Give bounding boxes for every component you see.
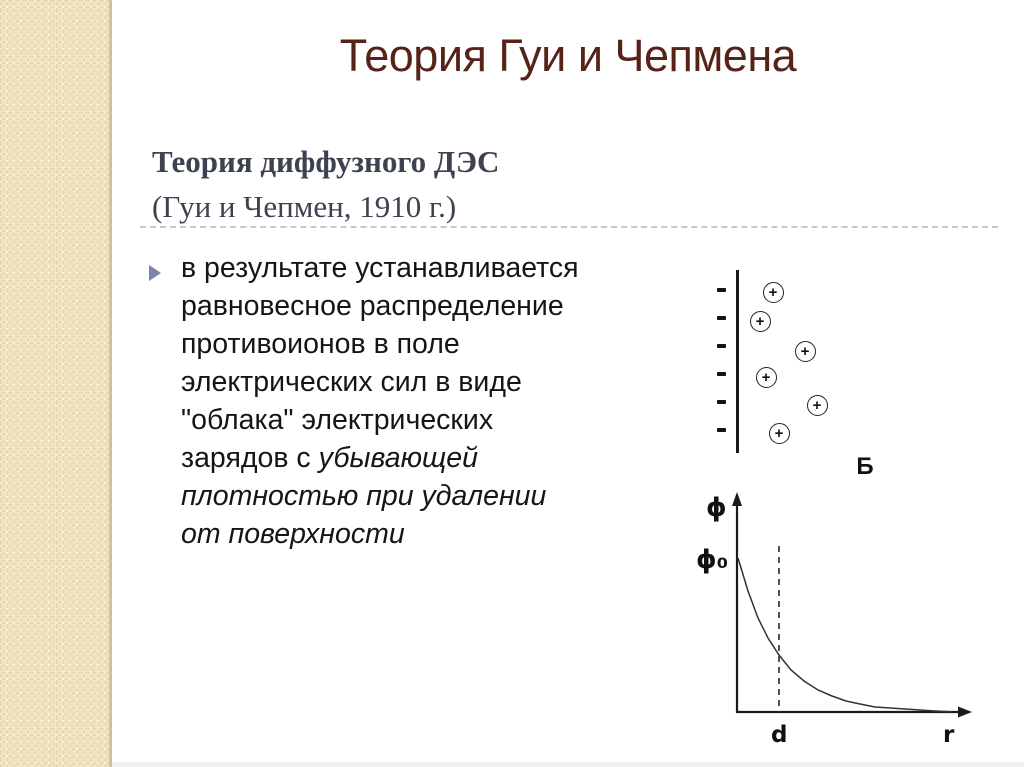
negative-charge [717, 428, 726, 432]
figure-label: Б [856, 453, 874, 480]
bullet-line: зарядов с убывающей [181, 442, 478, 474]
dashed-divider [140, 226, 998, 228]
potential-distance-graph [660, 490, 1005, 767]
positive-charge: + [769, 423, 790, 444]
x-axis-arrow-icon [958, 707, 972, 718]
positive-charge: + [795, 341, 816, 362]
positive-charge: + [750, 311, 771, 332]
section-heading [152, 139, 499, 229]
negative-charge [717, 288, 726, 292]
positive-charge: + [807, 395, 828, 416]
section-heading-line1: Теория диффузного ДЭС [152, 144, 500, 179]
negative-charge [717, 316, 726, 320]
y-intercept-label: ϕ₀ [696, 545, 729, 575]
negative-charge [717, 372, 726, 376]
negative-charge [717, 400, 726, 404]
positive-charge: + [756, 367, 777, 388]
bullet-line: плотностью при удалении [181, 480, 547, 512]
positive-charge: + [763, 282, 784, 303]
bullet-line: в результате устанавливается [181, 252, 579, 284]
y-axis-label: ϕ [706, 493, 727, 523]
decorative-side-strip [0, 0, 112, 767]
bullet-line: противоионов в поле [181, 328, 460, 360]
d-tick-label: d [771, 722, 788, 748]
section-heading-line2: (Гуи и Чепмен, 1910 г.) [152, 189, 457, 224]
double-layer-diagram [700, 260, 900, 495]
slide-bottom-edge [112, 762, 1024, 767]
bullet-line: равновесное распределение [181, 290, 564, 322]
bullet-line: от поверхности [181, 518, 405, 550]
potential-decay-curve [738, 558, 952, 712]
bullet-text [181, 249, 651, 553]
x-axis-label: r [943, 722, 955, 748]
bullet-triangle-icon [149, 265, 161, 281]
bullet-line: "облака" электрических [181, 404, 494, 436]
charged-surface-line [736, 270, 739, 453]
y-axis-arrow-icon [732, 492, 742, 506]
negative-charge [717, 344, 726, 348]
slide-title: Теория Гуи и Чепмена [339, 30, 797, 81]
bullet-line: электрических сил в виде [181, 366, 522, 398]
